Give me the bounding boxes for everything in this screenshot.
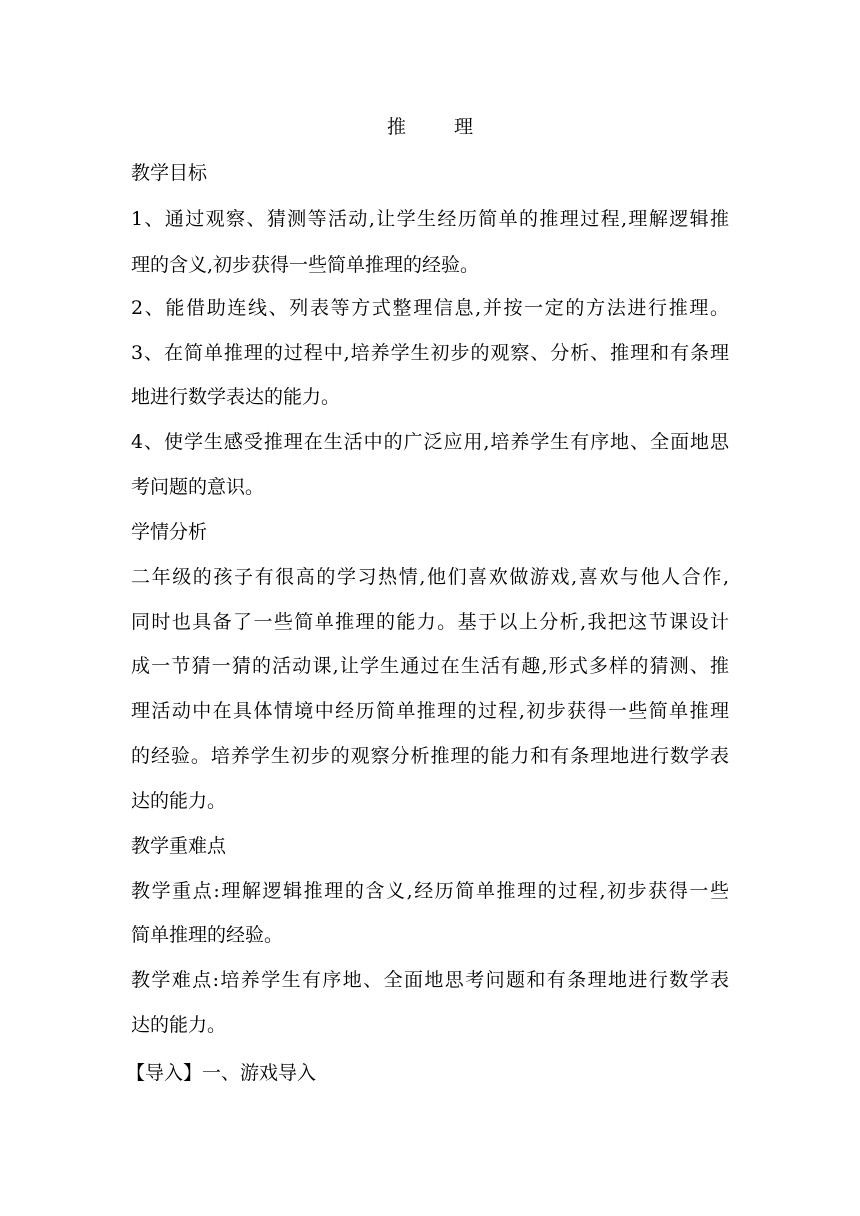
section-heading-teaching-goals: 教学目标 <box>131 162 208 184</box>
paragraph-line: 同时也具备了一些简单推理的能力。基于以上分析,我把这节课设计 <box>131 611 729 633</box>
paragraph-line: 1、通过观察、猜测等活动,让学生经历简单的推理过程,理解逻辑推 <box>131 208 729 230</box>
paragraph-line: 的经验。培养学生初步的观察分析推理的能力和有条理地进行数学表 <box>131 745 729 767</box>
title-char-1: 推 <box>386 116 406 138</box>
paragraph-line: 达的能力。 <box>131 790 227 812</box>
paragraph-line: 2、能借助连线、列表等方式整理信息,并按一定的方法进行推理。 <box>131 297 729 319</box>
section-heading-intro: 【导入】一、游戏导入 <box>126 1062 317 1084</box>
paragraph-line: 理的含义,初步获得一些简单推理的经验。 <box>131 254 480 276</box>
paragraph-line: 3、在简单推理的过程中,培养学生初步的观察、分析、推理和有条理 <box>131 342 729 364</box>
paragraph-line: 二年级的孩子有很高的学习热情,他们喜欢做游戏,喜欢与他人合作, <box>131 566 729 588</box>
paragraph-line: 教学重点:理解逻辑推理的含义,经历简单推理的过程,初步获得一些 <box>131 880 729 902</box>
paragraph-line: 理活动中在具体情境中经历简单推理的过程,初步获得一些简单推理 <box>131 700 729 722</box>
title-char-2: 理 <box>454 116 474 138</box>
paragraph-line: 地进行数学表达的能力。 <box>131 386 341 408</box>
section-heading-analysis: 学情分析 <box>131 521 208 543</box>
paragraph-line: 4、使学生感受推理在生活中的广泛应用,培养学生有序地、全面地思 <box>131 431 729 453</box>
paragraph-line: 考问题的意识。 <box>131 476 265 498</box>
document-title <box>0 113 860 141</box>
paragraph-line: 成一节猜一猜的活动课,让学生通过在生活有趣,形式多样的猜测、推 <box>131 655 729 677</box>
section-heading-key-points: 教学重难点 <box>131 835 227 857</box>
paragraph-line: 教学难点:培养学生有序地、全面地思考问题和有条理地进行数学表 <box>131 969 729 991</box>
paragraph-line: 简单推理的经验。 <box>131 924 284 946</box>
paragraph-line: 达的能力。 <box>131 1014 227 1036</box>
